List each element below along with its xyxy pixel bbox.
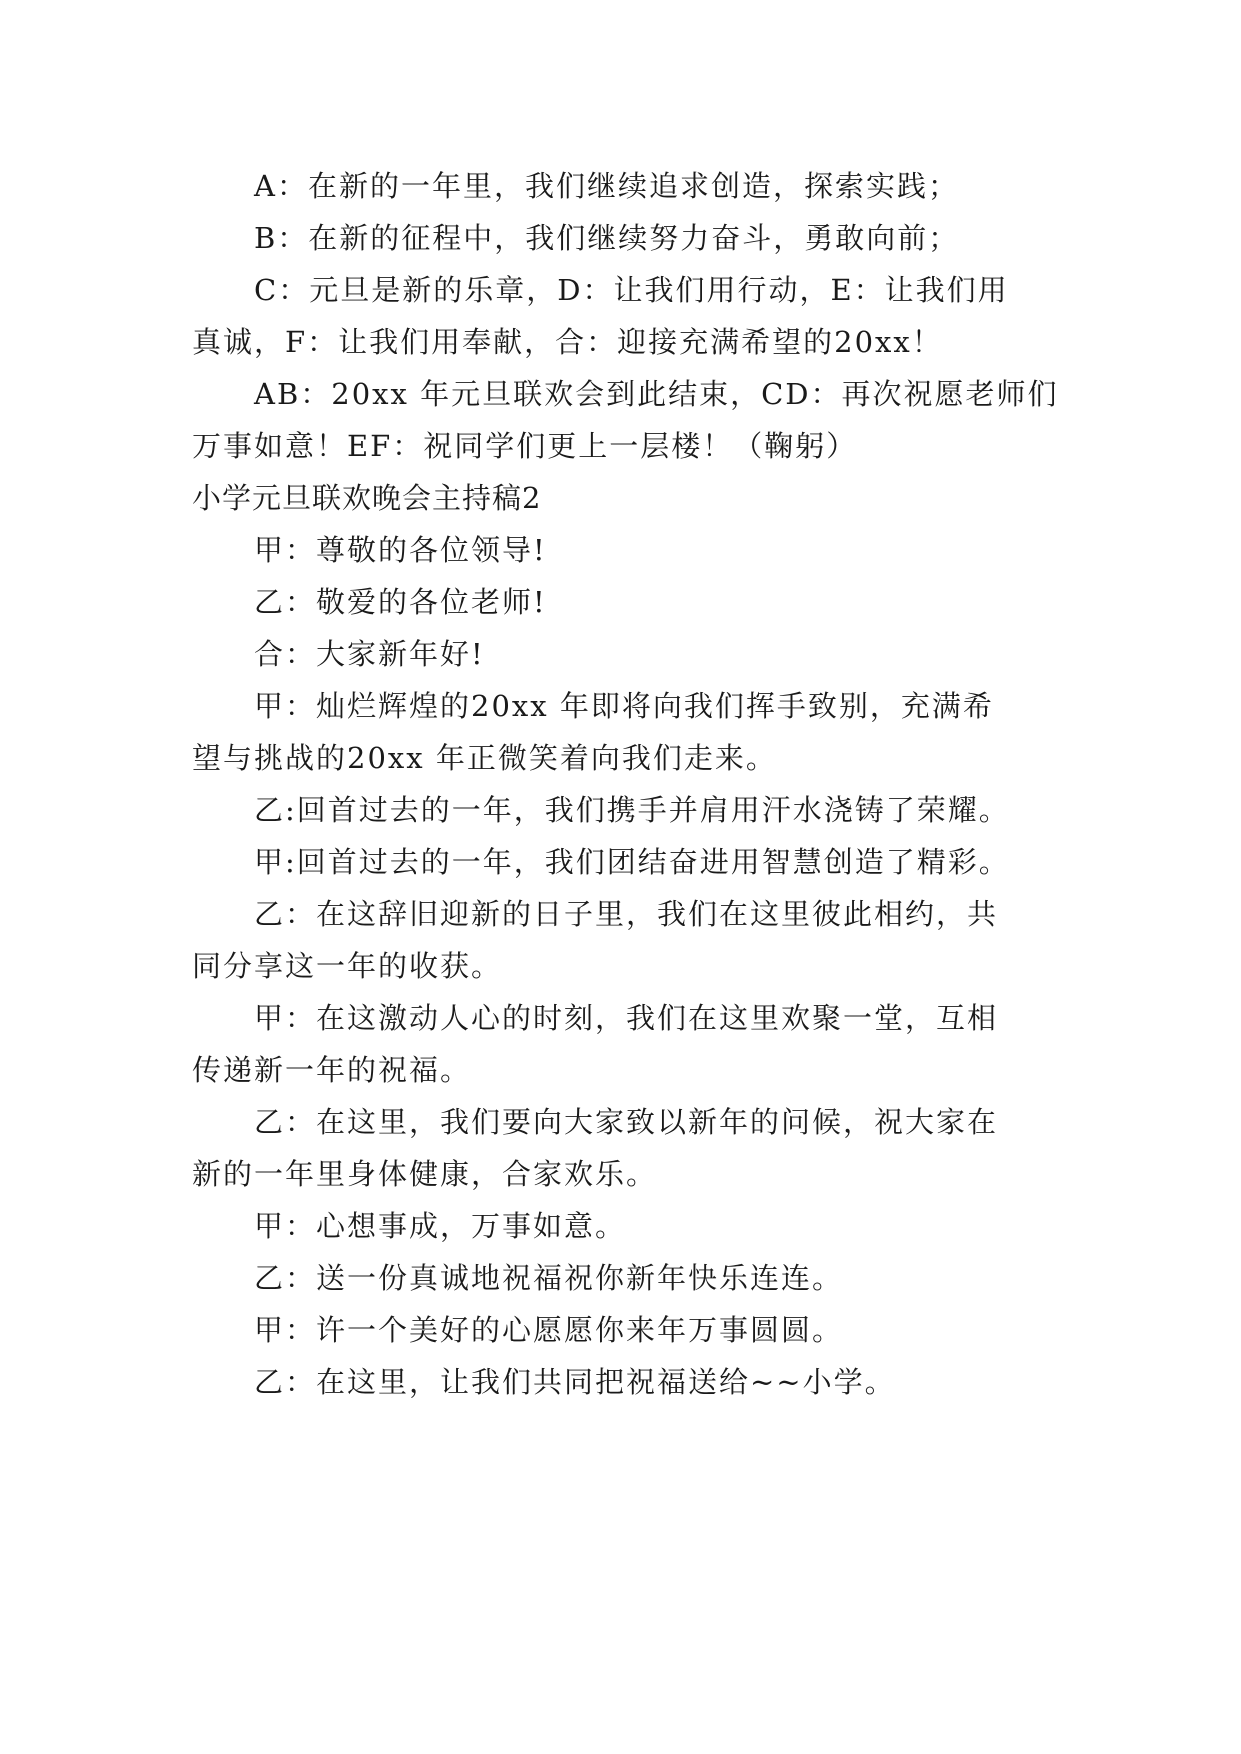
paragraph-line: 甲：许一个美好的心愿愿你来年万事圆圆。: [254, 1313, 844, 1347]
paragraph-line: A：在新的一年里，我们继续追求创造，探索实践；: [254, 169, 959, 203]
section-heading: 小学元旦联欢晚会主持稿2: [192, 481, 542, 515]
paragraph-line: 乙：在这里，让我们共同把祝福送给~~小学。: [254, 1365, 896, 1399]
paragraph-line: 新的一年里身体健康，合家欢乐。: [192, 1157, 658, 1191]
paragraph-line: 甲：心想事成，万事如意。: [254, 1209, 627, 1243]
paragraph-line: 甲：在这激动人心的时刻，我们在这里欢聚一堂，互相: [254, 1001, 999, 1035]
paragraph-line: 望与挑战的20xx 年正微笑着向我们走来。: [192, 741, 777, 775]
paragraph-line: 万事如意！EF：祝同学们更上一层楼！（鞠躬）: [192, 429, 858, 463]
paragraph-line: 传递新一年的祝福。: [192, 1053, 472, 1087]
paragraph-line: 乙:回首过去的一年，我们携手并肩用汗水浇铸了荣耀。: [254, 793, 1010, 827]
paragraph-line: 甲：灿烂辉煌的20xx 年即将向我们挥手致别，充满希: [254, 689, 994, 723]
paragraph-line: 乙：在这里，我们要向大家致以新年的问候，祝大家在: [254, 1105, 999, 1139]
paragraph-line: 合：大家新年好!: [254, 637, 485, 671]
paragraph-line: B：在新的征程中，我们继续努力奋斗，勇敢向前；: [254, 221, 960, 255]
paragraph-line: 甲:回首过去的一年，我们团结奋进用智慧创造了精彩。: [254, 845, 1010, 879]
paragraph-line: AB：20xx 年元旦联欢会到此结束，CD：再次祝愿老师们: [254, 377, 1059, 411]
paragraph-line: 真诚，F：让我们用奉献，合：迎接充满希望的20xx！: [192, 325, 943, 359]
paragraph-line: 同分享这一年的收获。: [192, 949, 503, 983]
paragraph-line: 乙：在这辞旧迎新的日子里，我们在这里彼此相约，共: [254, 897, 999, 931]
paragraph-line: 甲：尊敬的各位领导!: [254, 533, 547, 567]
paragraph-line: 乙：敬爱的各位老师!: [254, 585, 547, 619]
paragraph-line: 乙：送一份真诚地祝福祝你新年快乐连连。: [254, 1261, 844, 1295]
paragraph-line: C：元旦是新的乐章，D：让我们用行动，E：让我们用: [254, 273, 1009, 307]
